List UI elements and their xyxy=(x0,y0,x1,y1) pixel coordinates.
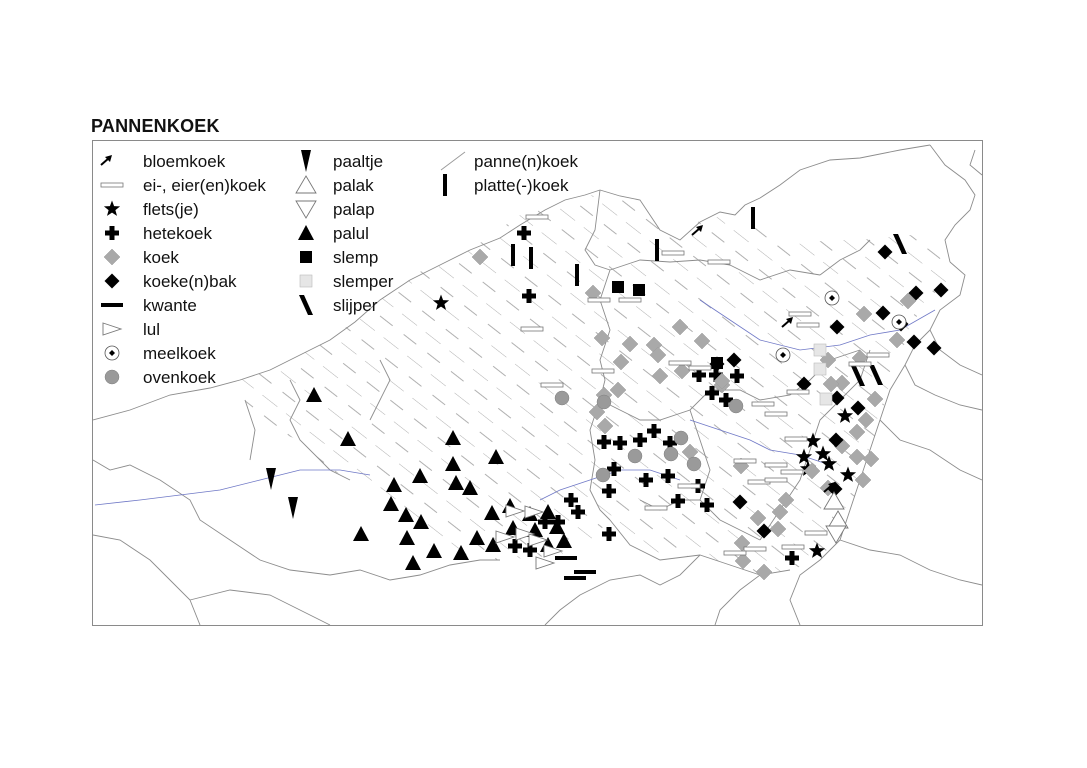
legend-symbol-black-triangle-icon xyxy=(298,225,314,240)
legend-label-flets: flets(je) xyxy=(143,200,199,219)
legend-item-slemper xyxy=(300,272,394,291)
legend-item-slemp xyxy=(300,248,378,267)
legend-symbol-gray-diamond-icon xyxy=(104,249,120,265)
legend-symbol-vertical-bar-icon xyxy=(443,174,447,196)
map-marker-open-bar-icon xyxy=(588,298,610,302)
map-marker-open-bar-icon xyxy=(689,366,711,370)
legend-item-flets xyxy=(104,200,199,219)
map-marker-black-square-icon xyxy=(612,281,624,293)
legend-label-lul: lul xyxy=(143,320,161,339)
legend-item-kwante xyxy=(101,296,197,315)
map-marker-gray-circle-icon xyxy=(628,449,642,463)
legend-label-ovenkoek: ovenkoek xyxy=(143,368,216,387)
map-marker-open-bar-icon xyxy=(662,251,684,255)
legend-symbol-arrow-icon xyxy=(101,155,112,165)
map-marker-open-bar-icon xyxy=(797,323,819,327)
map-marker-black-square-icon xyxy=(633,284,645,296)
legend-symbol-open-triangle-up-icon xyxy=(296,176,316,193)
map-marker-gray-circle-icon xyxy=(674,431,688,445)
map-marker-dash-icon xyxy=(564,576,586,580)
legend-symbol-gray-circle-icon xyxy=(105,370,119,384)
legend-label-hetekoek: hetekoek xyxy=(143,224,212,243)
map-title: PANNENKOEK xyxy=(91,116,220,136)
legend-item-hetekoek xyxy=(105,224,212,243)
map-marker-open-bar-icon xyxy=(765,412,787,416)
map-marker-open-bar-icon xyxy=(734,459,756,463)
legend-symbol-open-bar-icon xyxy=(101,183,123,187)
map-marker-gray-circle-icon xyxy=(597,395,611,409)
legend-symbol-open-triangle-right-icon xyxy=(103,323,121,335)
legend-item-paaltje xyxy=(301,150,383,172)
legend-label-slemp: slemp xyxy=(333,248,379,267)
legend-label-slijper: slijper xyxy=(333,296,378,315)
legend-label-palap: palap xyxy=(333,200,375,219)
map-marker-open-bar-icon xyxy=(645,506,667,510)
legend-item-palap xyxy=(296,200,375,219)
legend-item-plattekoek xyxy=(443,174,569,196)
map-marker-vertical-bar-icon xyxy=(511,244,515,266)
legend-item-meelkoek xyxy=(105,344,216,363)
legend-symbol-cross-icon xyxy=(105,226,119,240)
map-marker-gray-circle-icon xyxy=(687,457,701,471)
legend-label-koek: koek xyxy=(143,248,179,267)
map-marker-dot-circle-icon xyxy=(892,315,906,329)
legend-item-bloemkoek xyxy=(101,152,226,171)
legend-item-eierkoek xyxy=(101,176,266,195)
map-marker-dash-icon xyxy=(555,556,577,560)
legend-label-paaltje: paaltje xyxy=(333,152,384,171)
map-marker-gray-circle-icon xyxy=(729,399,743,413)
legend-label-meelkoek: meelkoek xyxy=(143,344,216,363)
map-marker-dot-circle-icon xyxy=(825,291,839,305)
legend-item-palul xyxy=(298,224,369,243)
legend-symbol-hatch-icon xyxy=(441,152,465,170)
legend-symbol-black-diamond-icon xyxy=(105,274,120,289)
map-marker-wedge-down-icon xyxy=(288,497,298,519)
map-marker-open-triangle-right-icon xyxy=(536,557,554,569)
map-marker-vertical-bar-icon xyxy=(575,264,579,286)
legend-item-palak xyxy=(296,176,374,195)
legend-symbol-wedge-down-icon xyxy=(301,150,311,172)
legend-symbol-star-icon xyxy=(104,201,120,216)
map-marker-open-bar-icon xyxy=(785,437,807,441)
map-marker-open-bar-icon xyxy=(541,383,563,387)
map-marker-wedge-down-icon xyxy=(266,468,276,490)
map-marker-gray-circle-icon xyxy=(596,468,610,482)
legend-item-lul xyxy=(103,320,160,339)
legend-symbol-black-square-icon xyxy=(300,251,312,263)
map-marker-open-bar-icon xyxy=(849,362,871,366)
map-marker-black-triangle-icon xyxy=(399,530,415,545)
legend-symbol-dot-circle-icon xyxy=(105,346,119,360)
map-marker-vertical-bar-icon xyxy=(529,247,533,269)
map-marker-open-bar-icon xyxy=(526,215,548,219)
map-marker-open-bar-icon xyxy=(781,470,803,474)
legend-item-koek xyxy=(104,248,179,267)
map-marker-dot-circle-icon xyxy=(776,348,790,362)
map-marker-cross-icon xyxy=(602,527,616,541)
legend-label-palak: palak xyxy=(333,176,374,195)
map-marker-open-bar-icon xyxy=(752,402,774,406)
map-marker-black-diamond-icon xyxy=(927,341,942,356)
map-marker-dash-icon xyxy=(574,570,596,574)
map-marker-vertical-bar-icon xyxy=(751,207,755,229)
map-marker-open-bar-icon xyxy=(789,312,811,316)
map-marker-open-bar-icon xyxy=(782,545,804,549)
map-marker-vertical-bar-icon xyxy=(655,239,659,261)
legend-item-pannenkoek xyxy=(441,152,578,171)
map-marker-open-bar-icon xyxy=(592,369,614,373)
map-marker-gray-circle-icon xyxy=(664,447,678,461)
map-marker-black-triangle-icon xyxy=(353,526,369,541)
map-marker-black-diamond-icon xyxy=(907,335,922,350)
map-marker-open-bar-icon xyxy=(708,260,730,264)
legend-symbol-slash-bar-icon xyxy=(299,295,313,315)
legend-symbol-dash-icon xyxy=(101,303,123,307)
map-marker-light-square-icon xyxy=(814,344,826,356)
legend-item-koekenbak xyxy=(105,272,238,291)
map-marker-open-bar-icon xyxy=(619,298,641,302)
map-marker-open-bar-icon xyxy=(678,484,700,488)
map-marker-light-square-icon xyxy=(820,393,832,405)
map-marker-open-bar-icon xyxy=(765,463,787,467)
legend-symbol-open-triangle-down-icon xyxy=(296,201,316,218)
legend-label-pannenkoek: panne(n)koek xyxy=(474,152,578,171)
map-marker-light-square-icon xyxy=(814,363,826,375)
legend-label-slemper: slemper xyxy=(333,272,394,291)
map-marker-open-bar-icon xyxy=(724,551,746,555)
legend-label-palul: palul xyxy=(333,224,369,243)
map-marker-open-bar-icon xyxy=(744,547,766,551)
map-marker-open-bar-icon xyxy=(669,361,691,365)
map-marker-gray-circle-icon xyxy=(555,391,569,405)
map-marker-black-square-icon xyxy=(711,357,723,369)
map-marker-black-triangle-icon xyxy=(405,555,421,570)
map-marker-open-bar-icon xyxy=(765,478,787,482)
legend-item-slijper xyxy=(299,295,378,315)
legend-label-bloemkoek: bloemkoek xyxy=(143,152,226,171)
legend-symbol-light-square-icon xyxy=(300,275,312,287)
legend-label-eierkoek: ei-, eier(en)koek xyxy=(143,176,266,195)
map-marker-open-bar-icon xyxy=(867,353,889,357)
legend-label-kwante: kwante xyxy=(143,296,197,315)
legend-label-plattekoek: platte(-)koek xyxy=(474,176,569,195)
map-marker-open-bar-icon xyxy=(805,531,827,535)
legend-item-ovenkoek xyxy=(105,368,216,387)
map-marker-open-bar-icon xyxy=(521,327,543,331)
legend-label-koekenbak: koeke(n)bak xyxy=(143,272,237,291)
map-marker-open-bar-icon xyxy=(787,390,809,394)
